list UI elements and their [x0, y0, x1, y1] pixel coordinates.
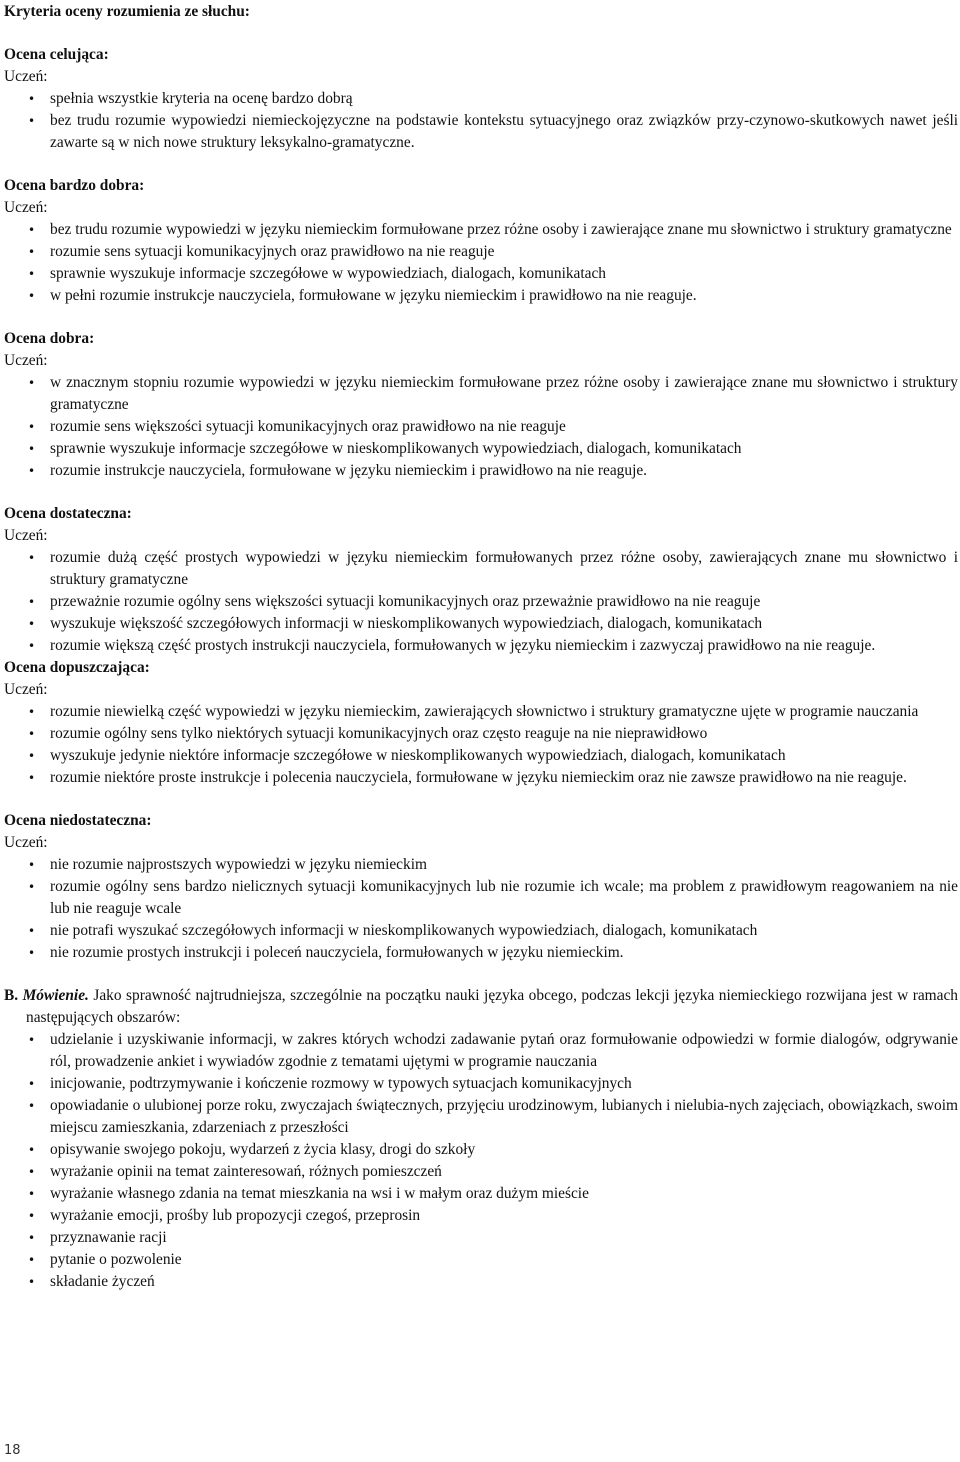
grade-section-dobra: [4, 328, 958, 482]
list-item: • przeważnie rozumie ogólny sens większości sytuacji komunikacyjnych oraz przeważnie prawidłowo na nie reaguje: [50, 591, 958, 613]
list-item: • pytanie o pozwolenie: [50, 1249, 958, 1271]
list-item: • opowiadanie o ulubionej porze roku, zwyczajach świątecznych, przyjęciu urodzinowym, lubianych i nielubia-nych zajęciach, obowiązkach, swoim miejscu zamieszkania, zdarzeniach z przeszłości: [50, 1095, 958, 1139]
student-label: Uczeń:: [4, 199, 48, 216]
spacer: [4, 482, 958, 503]
criteria-list: [4, 854, 958, 964]
list-item: • sprawnie wyszukuje informacje szczegółowe w wypowiedziach, dialogach, komunikatach: [50, 263, 958, 285]
student-label: Uczeń:: [4, 352, 48, 369]
page-title: Kryteria oceny rozumienia ze słuchu:: [4, 3, 250, 20]
list-item: • rozumie sens sytuacji komunikacyjnych oraz prawidłowo na nie reaguje: [50, 241, 958, 263]
document-page: [4, 0, 958, 1293]
grade-heading: Ocena dopuszczająca:: [4, 659, 150, 676]
list-item: • wyrażanie opinii na temat zainteresowań, różnych pomieszczeń: [50, 1161, 958, 1183]
list-item: • nie potrafi wyszukać szczegółowych informacji w nieskomplikowanych wypowiedziach, dialogach, komunikatach: [50, 920, 958, 942]
section-b-intro-text: Jako sprawność najtrudniejsza, szczególnie na początku nauki języka obcego, podczas lekcji języka niemieckiego rozwijana jest w ramach następujących obszarów:: [26, 987, 958, 1026]
list-item: • rozumie ogólny sens bardzo nielicznych sytuacji komunikacyjnych lub nie rozumie ich wcale; ma problem z prawidłowym reagowaniem na nie lub nie reaguje wcale: [50, 876, 958, 920]
spacer: [4, 23, 958, 44]
list-item: • przyznawanie racji: [50, 1227, 958, 1249]
spacer: [4, 154, 958, 175]
section-b-speaking: [4, 985, 958, 1293]
list-item: • udzielanie i uzyskiwanie informacji, w zakres których wchodzi zadawanie pytań oraz formułowanie odpowiedzi w formie dialogów, odgrywanie ról, prowadzenie ankiet i wywiadów zgodnie z tematami ujętymi w programie nauczania: [50, 1029, 958, 1073]
criteria-list: [4, 372, 958, 482]
page-number: 18: [4, 1443, 21, 1458]
criteria-list: [4, 701, 958, 789]
list-item: • inicjowanie, podtrzymywanie i kończenie rozmowy w typowych sytuacjach komunikacyjnych: [50, 1073, 958, 1095]
list-item: • rozumie większą część prostych instrukcji nauczyciela, formułowanych w języku niemieckim i zazwyczaj prawidłowo na nie reaguje.: [50, 635, 958, 657]
list-item: • wyszukuje większość szczegółowych informacji w nieskomplikowanych wypowiedziach, dialogach, komunikatach: [50, 613, 958, 635]
list-item: • wyrażanie własnego zdania na temat mieszkania na wsi i w małym oraz dużym mieście: [50, 1183, 958, 1205]
section-b-title: Mówienie.: [22, 987, 89, 1004]
spacer: [4, 964, 958, 985]
section-b-intro: [4, 985, 958, 1029]
grade-section-bardzo-dobra: [4, 175, 958, 307]
list-item: • nie rozumie prostych instrukcji i poleceń nauczyciela, formułowanych w języku niemieckim.: [50, 942, 958, 964]
list-item: • rozumie instrukcje nauczyciela, formułowane w języku niemieckim i prawidłowo na nie reaguje.: [50, 460, 958, 482]
spacer: [4, 307, 958, 328]
grade-section-celujaca: [4, 44, 958, 154]
list-item: • rozumie sens większości sytuacji komunikacyjnych oraz prawidłowo na nie reaguje: [50, 416, 958, 438]
list-item: • składanie życzeń: [50, 1271, 958, 1293]
list-item: • rozumie niektóre proste instrukcje i polecenia nauczyciela, formułowane w języku niemieckim oraz nie zawsze prawidłowo na nie reaguje.: [50, 767, 958, 789]
speaking-areas-list: [4, 1029, 958, 1293]
list-item: • rozumie ogólny sens tylko niektórych sytuacji komunikacyjnych oraz często reaguje na nie nieprawidłowo: [50, 723, 958, 745]
list-item: • w znacznym stopniu rozumie wypowiedzi w języku niemieckim formułowane przez różne osoby i zawierające znane mu słownictwo i struktury gramatyczne: [50, 372, 958, 416]
list-item: • bez trudu rozumie wypowiedzi w języku niemieckim formułowane przez różne osoby i zawierające znane mu słownictwo i struktury gramatyczne: [50, 219, 958, 241]
student-label: Uczeń:: [4, 681, 48, 698]
grade-heading: Ocena bardzo dobra:: [4, 177, 145, 194]
grade-section-dostateczna: [4, 503, 958, 657]
list-item: • wyrażanie emocji, prośby lub propozycji czegoś, przeprosin: [50, 1205, 958, 1227]
grade-heading: Ocena niedostateczna:: [4, 812, 152, 829]
section-b-label: B.: [4, 987, 19, 1004]
grade-section-dopuszczajaca: [4, 657, 958, 789]
spacer: [4, 789, 958, 810]
grade-section-niedostateczna: [4, 810, 958, 964]
grade-heading: Ocena dobra:: [4, 330, 95, 347]
student-label: Uczeń:: [4, 834, 48, 851]
list-item: • rozumie niewielką część wypowiedzi w języku niemieckim, zawierających słownictwo i struktury gramatyczne ujęte w programie nauczania: [50, 701, 958, 723]
list-item: • spełnia wszystkie kryteria na ocenę bardzo dobrą: [50, 88, 958, 110]
list-item: • rozumie dużą część prostych wypowiedzi w języku niemieckim formułowanych przez różne osoby, zawierających znane mu słownictwo i struktury gramatyczne: [50, 547, 958, 591]
list-item: • bez trudu rozumie wypowiedzi niemieckojęzyczne na podstawie kontekstu sytuacyjnego oraz związków przy-czynowo-skutkowych nawet jeśli zawarte są w nich nowe struktury leksykalno-gramatyczne.: [50, 110, 958, 154]
list-item: • opisywanie swojego pokoju, wydarzeń z życia klasy, drogi do szkoły: [50, 1139, 958, 1161]
criteria-list: [4, 547, 958, 657]
student-label: Uczeń:: [4, 527, 48, 544]
list-item: • w pełni rozumie instrukcje nauczyciela, formułowane w języku niemieckim i prawidłowo na nie reaguje.: [50, 285, 958, 307]
list-item: • sprawnie wyszukuje informacje szczegółowe w nieskomplikowanych wypowiedziach, dialogach, komunikatach: [50, 438, 958, 460]
student-label: Uczeń:: [4, 68, 48, 85]
criteria-list: [4, 88, 958, 154]
grade-heading: Ocena celująca:: [4, 46, 109, 63]
criteria-list: [4, 219, 958, 307]
list-item: • nie rozumie najprostszych wypowiedzi w języku niemieckim: [50, 854, 958, 876]
list-item: • wyszukuje jedynie niektóre informacje szczegółowe w nieskomplikowanych wypowiedziach, dialogach, komunikatach: [50, 745, 958, 767]
grade-heading: Ocena dostateczna:: [4, 505, 132, 522]
